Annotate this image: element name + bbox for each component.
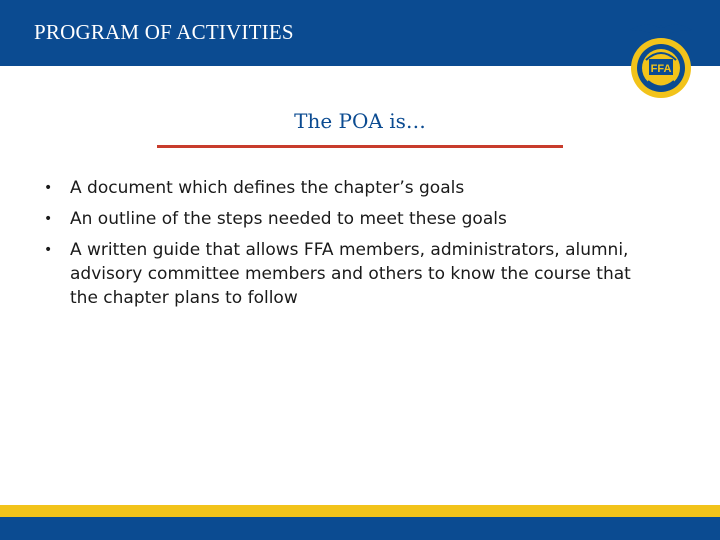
footer-gold-stripe xyxy=(0,505,720,517)
header-bar xyxy=(0,0,720,66)
slide-header-title: PROGRAM OF ACTIVITIES xyxy=(34,20,294,44)
slide-subtitle: The POA is… xyxy=(294,109,426,133)
bullet-item: • An outline of the steps needed to meet these goals xyxy=(44,207,644,231)
emblem-text: FFA xyxy=(650,63,672,75)
ffa-emblem-icon xyxy=(626,16,696,100)
bullet-item: • A document which defines the chapter’s goals xyxy=(44,176,644,200)
footer-blue-bar xyxy=(0,517,720,540)
bullet-list xyxy=(44,176,644,317)
subtitle-underline xyxy=(157,145,563,148)
bullet-item: • A written guide that allows FFA members, administrators, alumni, advisory committee members and others to know the course that the chapter plans to follow xyxy=(44,238,644,310)
